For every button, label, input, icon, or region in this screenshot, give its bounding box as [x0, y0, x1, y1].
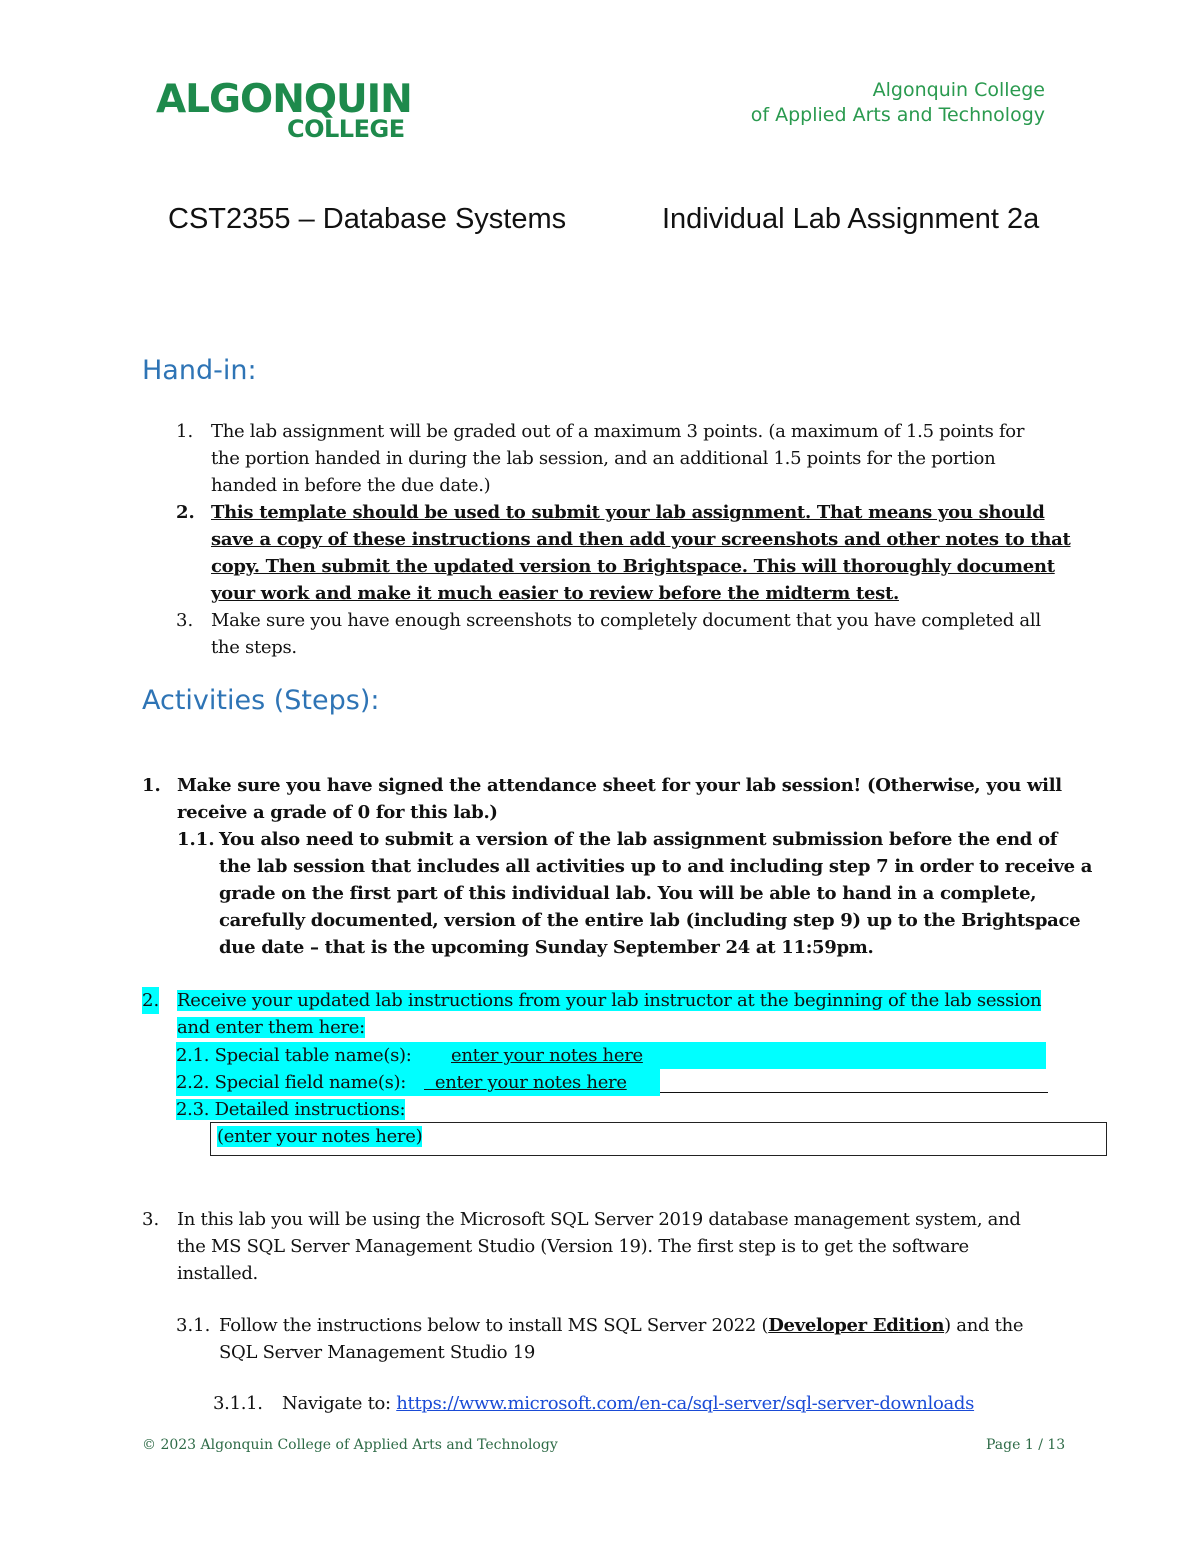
substep-line: You also need to submit a version of the lab assignment submission before the end of	[219, 829, 1058, 850]
list-item-line: The lab assignment will be graded out of a maximum 3 points. (a maximum of 1.5 points for	[211, 421, 1025, 442]
step-3-1	[176, 1312, 1116, 1366]
sql-server-download-link[interactable]: https://www.microsoft.com/en-ca/sql-server/sql-server-downloads	[396, 1393, 975, 1414]
footer-copyright: © 2023 Algonquin College of Applied Arts and Technology	[142, 1437, 558, 1453]
list-item-line: copy. Then submit the updated version to Brightspace. This will thoroughly document	[211, 556, 1055, 577]
substep-line: SQL Server Management Studio 19	[219, 1342, 536, 1363]
list-item-line: handed in before the due date.)	[211, 475, 491, 496]
step-line: and enter them here:	[177, 1017, 365, 1038]
substep-line: grade on the first part of this individual lab. You will be able to hand in a complete,	[219, 883, 1037, 904]
substep-text: Follow the instructions below to install MS SQL Server 2022 (	[219, 1315, 769, 1336]
list-item	[176, 418, 1126, 499]
list-item-line: your work and make it much easier to review before the midterm test.	[211, 583, 899, 604]
subsubstep-number: 3.1.1.	[213, 1393, 263, 1414]
table-name-label: 2.1. Special table name(s):	[176, 1045, 412, 1066]
detailed-instructions-text: (enter your notes here)	[217, 1126, 423, 1147]
step-line: Receive your updated lab instructions from your lab instructor at the beginning of the lab session	[177, 990, 1042, 1011]
list-item-number: 2.	[176, 502, 195, 523]
activities-heading: Activities (Steps):	[142, 685, 380, 716]
step-line: In this lab you will be using the Microsoft SQL Server 2019 database management system, and	[177, 1209, 1021, 1230]
handin-heading: Hand-in:	[142, 355, 257, 386]
step-number: 2.	[142, 987, 159, 1014]
substep-text: ) and the	[944, 1315, 1024, 1336]
field-name-row	[176, 1069, 1048, 1096]
college-name	[751, 78, 1045, 128]
footer-page-number: Page 1 / 13	[986, 1437, 1066, 1453]
course-title: CST2355 – Database Systems	[168, 203, 567, 235]
step-3-1-1	[213, 1390, 975, 1417]
list-item-line: Make sure you have enough screenshots to completely document that you have completed all	[211, 610, 1041, 631]
substep-number: 3.1.	[176, 1315, 211, 1336]
step-line: installed.	[177, 1263, 258, 1284]
step-number: 3.	[142, 1209, 160, 1230]
college-name-line2: of Applied Arts and Technology	[750, 104, 1045, 126]
detailed-instructions-row	[176, 1096, 405, 1123]
list-item	[176, 499, 1126, 607]
step-2	[142, 987, 1112, 1041]
college-logo-sub: COLLEGE	[287, 115, 405, 143]
substep-line: the lab session that includes all activities up to and including step 7 in order to receive a	[219, 856, 1093, 877]
step-line: receive a grade of 0 for this lab.)	[177, 802, 498, 823]
field-name-label: 2.2. Special field name(s):	[176, 1072, 406, 1093]
college-name-line1: Algonquin College	[872, 79, 1045, 101]
step-line: the MS SQL Server Management Studio (Version 19). The first step is to get the software	[177, 1236, 969, 1257]
substep-line	[219, 1312, 1116, 1339]
detailed-instructions-box[interactable]	[210, 1122, 1107, 1156]
subsubstep-text: Navigate to:	[282, 1393, 397, 1414]
developer-edition-label: Developer Edition	[768, 1315, 945, 1336]
list-item-line: the portion handed in during the lab session, and an additional 1.5 points for the portion	[211, 448, 996, 469]
step-number: 1.	[142, 775, 161, 796]
substep-number: 1.1.	[177, 829, 215, 850]
step-1	[142, 772, 1112, 961]
step-3	[142, 1206, 1112, 1287]
step-line: Make sure you have signed the attendance sheet for your lab session! (Otherwise, you will	[177, 775, 1062, 796]
handin-list	[176, 418, 1126, 661]
list-item-line: This template should be used to submit your lab assignment. That means you should	[211, 502, 1045, 523]
field-name-input[interactable]: enter your notes here	[424, 1072, 627, 1093]
table-name-row	[176, 1042, 1046, 1069]
substep-line: carefully documented, version of the entire lab (including step 9) up to the Brightspace	[219, 910, 1081, 931]
list-item-line: the steps.	[211, 637, 297, 658]
table-name-input[interactable]: enter your notes here	[451, 1045, 643, 1066]
list-item-line: save a copy of these instructions and then add your screenshots and other notes to that	[211, 529, 1071, 550]
list-item-number: 3.	[176, 610, 194, 631]
substep-line: due date – that is the upcoming Sunday September 24 at 11:59pm.	[219, 937, 874, 958]
list-item-number: 1.	[176, 421, 194, 442]
assignment-title: Individual Lab Assignment 2a	[662, 203, 1040, 235]
detailed-instructions-label: 2.3. Detailed instructions:	[176, 1099, 406, 1120]
college-logo: ALGONQUIN	[156, 77, 412, 122]
list-item	[176, 607, 1126, 661]
